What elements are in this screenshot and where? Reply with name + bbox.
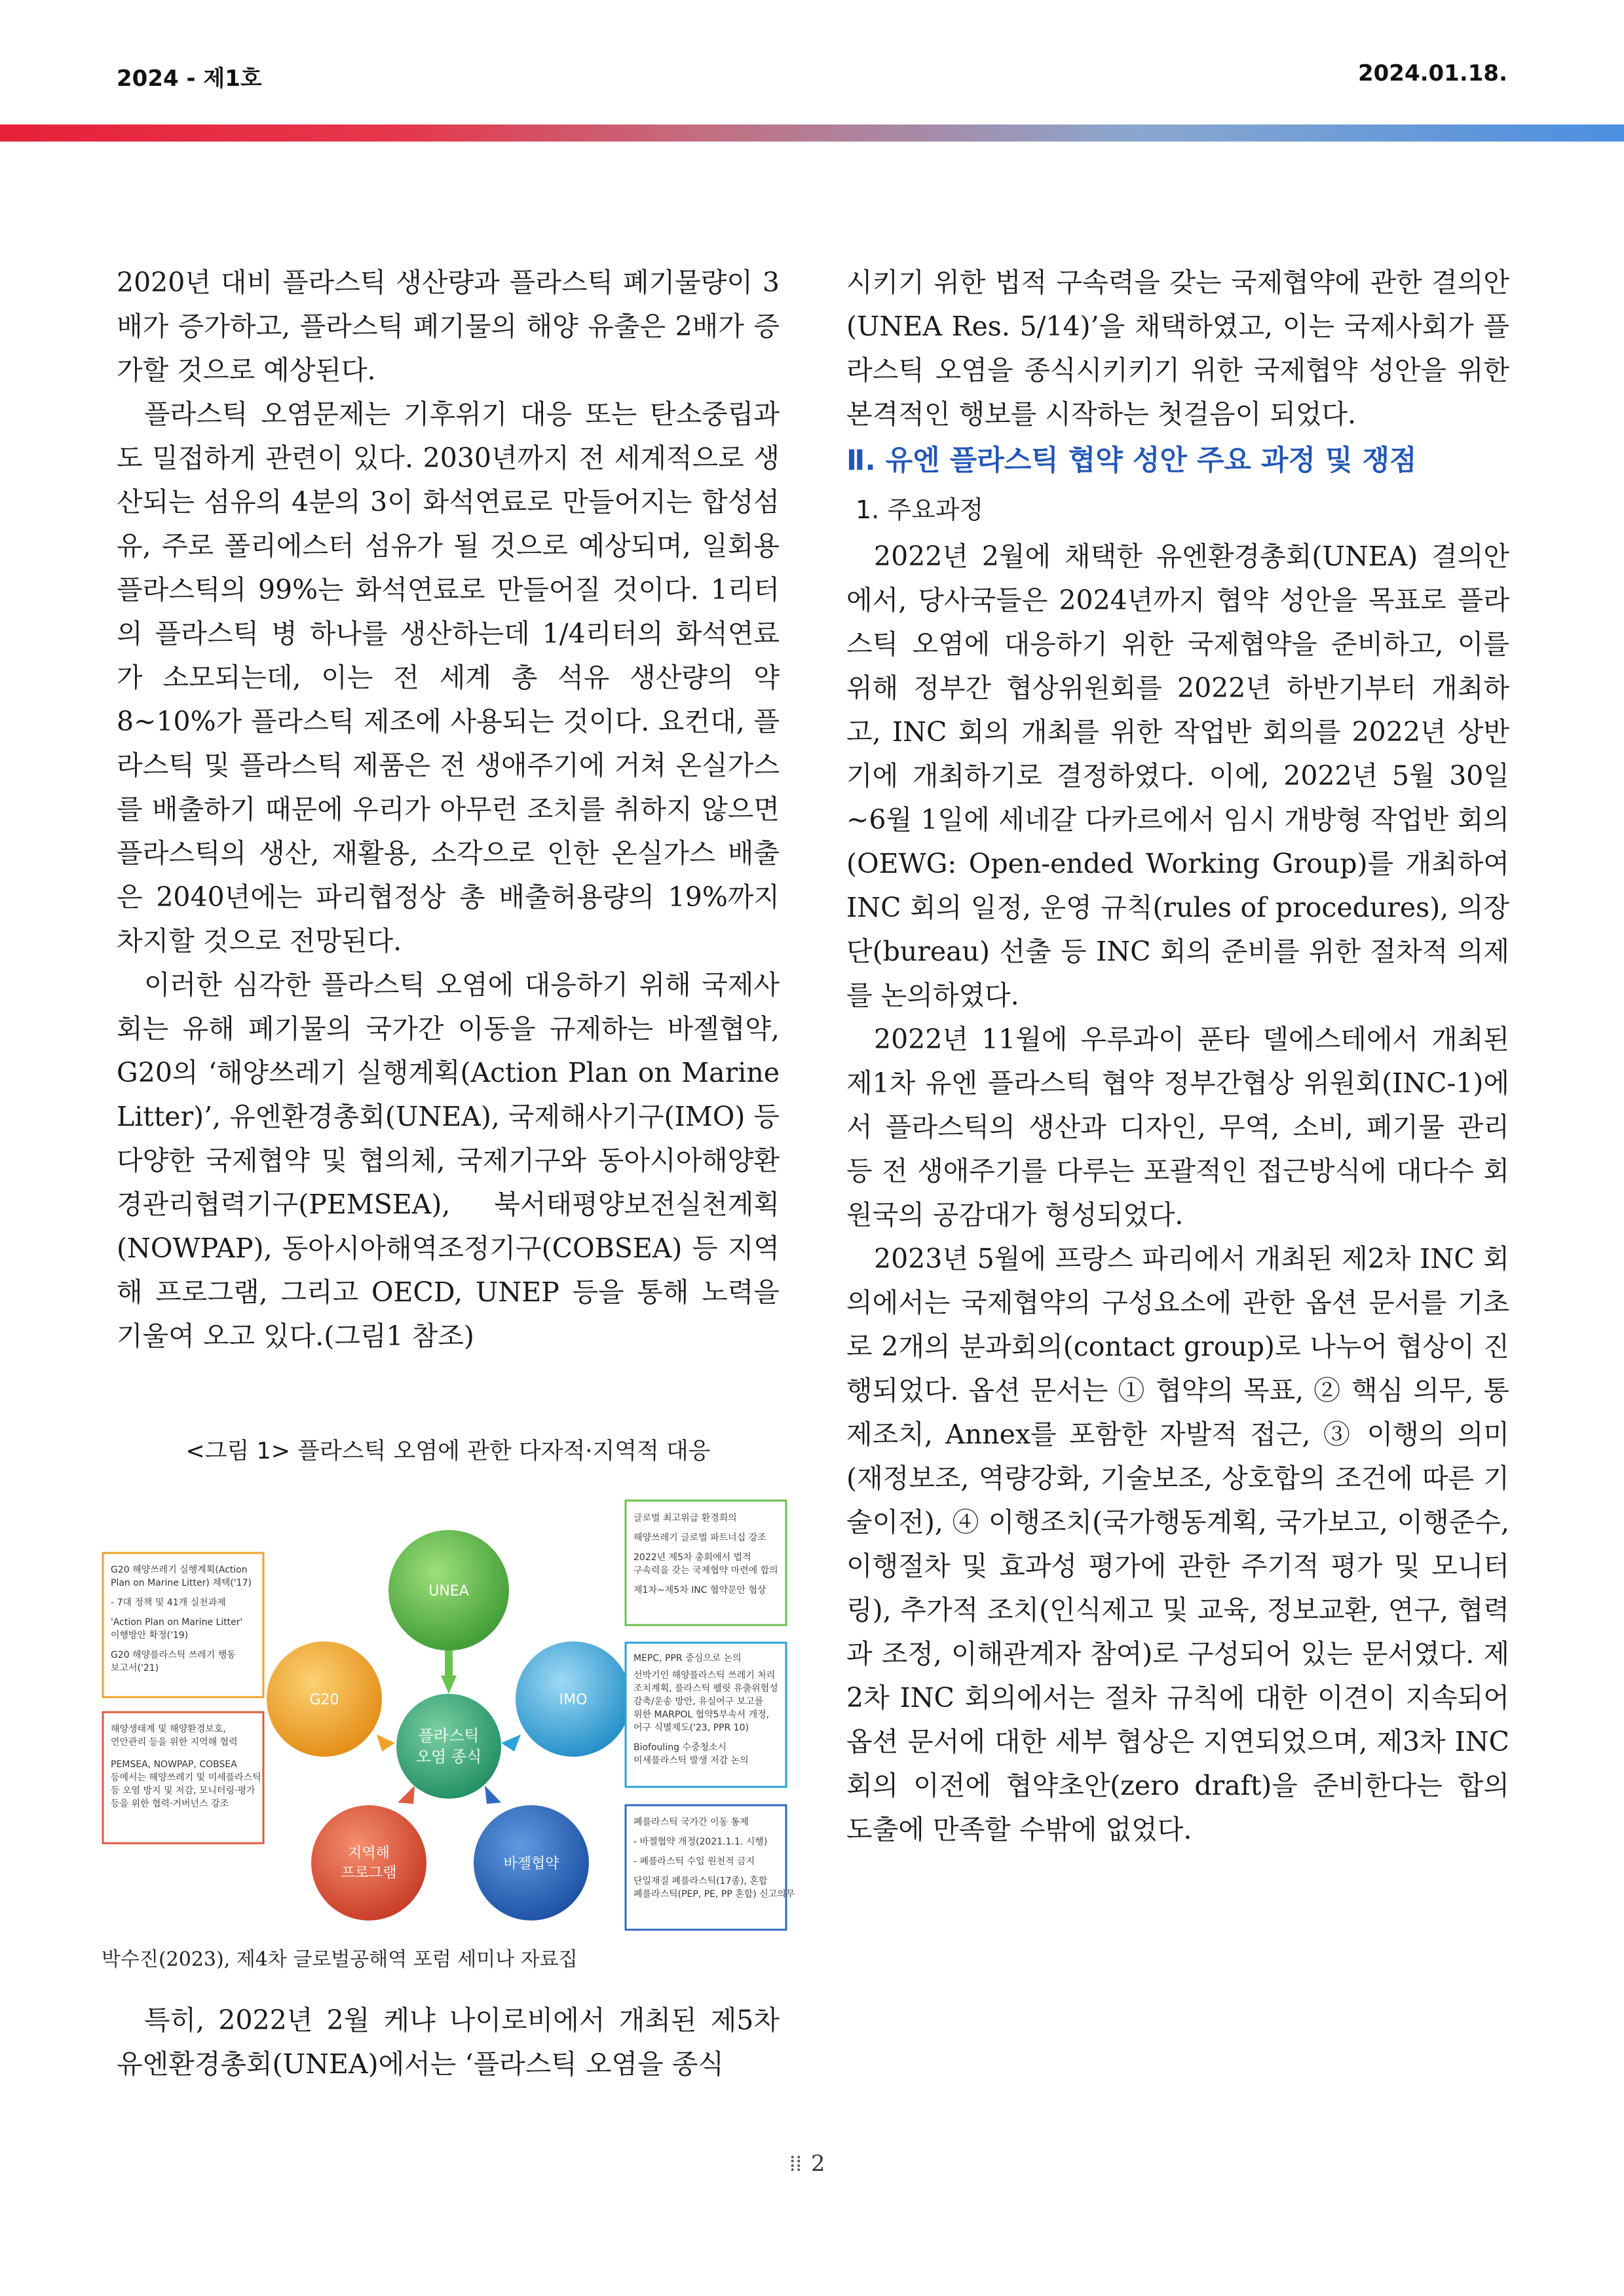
svg-text:등에서는 해양쓰레기 및 미세플라스틱: 등에서는 해양쓰레기 및 미세플라스틱 (111, 1772, 261, 1783)
box-regional (103, 1712, 263, 1843)
svg-text:글로벌 최고위급 환경회의: 글로벌 최고위급 환경회의 (633, 1513, 737, 1523)
left-column (117, 261, 780, 1358)
svg-text:- 7대 정책 및 41개 실천과제: - 7대 정책 및 41개 실천과제 (111, 1598, 226, 1608)
paragraph: 2022년 11월에 우루과이 푼타 델에스테에서 개최된 제1차 유엔 플라스틱 협약 정부간협상 위원회(INC-1)에서 플라스틱의 생산과 디자인, 무역, 소비, 폐기물 관리 등 전 생애주기를 다루는 포괄적인 접근방식에 대다수 회원국의 공감대가 형성되었다. (846, 1024, 1509, 1231)
page-number-value: 2 (810, 2151, 825, 2177)
issue-date: 2024.01.18. (1357, 60, 1507, 86)
paragraph: 플라스틱 오염문제는 기후위기 대응 또는 탄소중립과도 밀접하게 관련이 있다. 2030년까지 전 세계적으로 생산되는 섬유의 4분의 3이 화석연료로 만들어지는 합성섬유, 주로 폴리에스터 섬유가 될 것으로 예상되며, 일회용 플라스틱의 99%는 화석연료로 만들어질 것이다. 1리터의 플라스틱 병 하나를 생산하는데 1/4리터의 화석연료가 소모되는데, 이는 전 세계 총 석유 생산량의 약 8~10%가 플라스틱 제조에 사용되는 것이다. 요컨대, 플라스틱 및 플라스틱 제품은 전 생애주기에 거쳐 온실가스를 배출하기 때문에 우리가 아무런 조치를 취하지 않으면 플라스틱의 생산, 재활용, 소각으로 인한 온실가스 배출은 2040년에는 파리협정상 총 배출허용량의 19%까지 차지할 것으로 전망된다. (117, 398, 780, 957)
node-unea (388, 1530, 509, 1651)
svg-text:PEMSEA, NOWPAP, COBSEA: PEMSEA, NOWPAP, COBSEA (111, 1759, 237, 1770)
node-regional (311, 1805, 426, 1921)
svg-text:어구 식별제도('23, PPR 10): 어구 식별제도('23, PPR 10) (633, 1723, 749, 1733)
svg-text:단일재질 폐플라스틱(17종), 혼합: 단일재질 폐플라스틱(17종), 혼합 (633, 1876, 768, 1886)
svg-text:2022년 제5차 총회에서 법적: 2022년 제5차 총회에서 법적 (633, 1552, 751, 1563)
node-center (396, 1694, 501, 1799)
box-g20 (103, 1553, 263, 1697)
svg-text:미세플라스틱 발생 저감 논의: 미세플라스틱 발생 저감 논의 (633, 1755, 749, 1766)
svg-text:- 바젤협약 개정(2021.1.1. 시행): - 바젤협약 개정(2021.1.1. 시행) (633, 1837, 768, 1847)
node-label: IMO (559, 1692, 588, 1708)
svg-text:해양쓰레기 글로벌 파트너십 강조: 해양쓰레기 글로벌 파트너십 강조 (633, 1533, 766, 1543)
center-label: 플라스틱 (418, 1727, 480, 1745)
svg-text:구속력을 갖는 국제협약 마련에 합의: 구속력을 갖는 국제협약 마련에 합의 (633, 1565, 778, 1576)
node-basel (474, 1805, 589, 1921)
svg-text:해양생태계 및 해양환경보호,: 해양생태계 및 해양환경보호, (111, 1724, 226, 1734)
svg-text:Plan on Marine Litter) 채택('17): Plan on Marine Litter) 채택('17) (111, 1578, 252, 1588)
svg-text:제1차~제5차 INC 협약문안 협상: 제1차~제5차 INC 협약문안 협상 (633, 1585, 766, 1596)
svg-text:MEPC, PPR 중심으로 논의: MEPC, PPR 중심으로 논의 (633, 1653, 742, 1664)
svg-text:조치계획, 플라스틱 펠릿 유출위험성: 조치계획, 플라스틱 펠릿 유출위험성 (633, 1683, 778, 1694)
header-gradient-bar (0, 124, 1624, 142)
paragraph: 특히, 2022년 2월 케냐 나이로비에서 개최된 제5차 유엔환경총회(UNEA)에서는 ‘플라스틱 오염을 종식 (117, 2004, 780, 2080)
right-column (846, 261, 1509, 1852)
box-unea (626, 1501, 786, 1625)
issue-number: 2024 - 제1호 (117, 66, 262, 92)
svg-text:'Action Plan on Marine Litter': 'Action Plan on Marine Litter' (111, 1617, 243, 1628)
svg-text:- 폐플라스틱 수입 원천적 금지: - 폐플라스틱 수입 원천적 금지 (633, 1856, 755, 1867)
svg-text:선박기인 해양플라스틱 쓰레기 처리: 선박기인 해양플라스틱 쓰레기 처리 (633, 1670, 776, 1681)
node-label: 바젤협약 (503, 1856, 559, 1872)
paragraph: 2022년 2월에 채택한 유엔환경총회(UNEA) 결의안에서, 당사국들은 2024년까지 협약 성안을 목표로 플라스틱 오염에 대응하기 위한 국제협약을 준비하고, 이를 위해 정부간 협상위원회를 2022년 하반기부터 개최하고, INC 회의 개최를 위한 작업반 회의를 2022년 상반기에 개최하기로 결정하였다. 이에, 2022년 5월 30일~6월 1일에 세네갈 다카르에서 임시 개방형 작업반 회의(OEWG: Open-ended Working Group)를 개최하여 INC 회의 일정, 운영 규칙(rules of procedures), 의장단(bureau) 선출 등 INC 회의 준비를 위한 절차적 의제를 논의하였다. (846, 541, 1509, 1011)
node-g20 (267, 1641, 382, 1757)
svg-text:등을 위한 협력·거버넌스 강조: 등을 위한 협력·거버넌스 강조 (111, 1799, 229, 1809)
svg-text:G20 해양플라스틱 쓰레기 행동: G20 해양플라스틱 쓰레기 행동 (111, 1650, 236, 1660)
node-imo (516, 1641, 631, 1757)
svg-text:보고서('21): 보고서('21) (111, 1663, 159, 1674)
svg-text:Biofouling 수중청소시: Biofouling 수중청소시 (633, 1742, 727, 1753)
svg-text:감축/운송 방안, 유실어구 보고를: 감축/운송 방안, 유실어구 보고를 (633, 1696, 764, 1707)
page-dots-icon: ⁞⁞ (789, 2151, 802, 2177)
paragraph: 2023년 5월에 프랑스 파리에서 개최된 제2차 INC 회의에서는 국제협약의 구성요소에 관한 옵션 문서를 기초로 2개의 분과회의(contact group)로 나누어 협상이 진행되었다. 옵션 문서는 ① 협약의 목표, ② 핵심 의무, 통제조치, Annex를 포함한 자발적 접근, ③ 이행의 의미(재정보조, 역량강화, 기술보조, 상호합의 조건에 따른 기술이전), ④ 이행조치(국가행동계획, 국가보고, 이행준수, 이행절차 및 효과성 평가에 관한 주기적 평가 및 모니터링), 추가적 조치(인식제고 및 교육, 정보교환, 연구, 협력과 조정, 이해관계자 참여)로 구성되어 있는 문서였다. 제2차 INC 회의에서는 절차 규칙에 대한 이견이 지속되어 옵션 문서에 대한 세부 협상은 지연되었으며, 제3차 INC 회의 이전에 협약초안(zero draft)을 준비한다는 합의 도출에 만족할 수밖에 없었다. (846, 1243, 1509, 1845)
svg-text:이행방안 확정('19): 이행방안 확정('19) (111, 1630, 189, 1641)
figure-source: 박수진(2023), 제4차 글로벌공해역 포럼 세미나 자료집 (102, 1948, 578, 1971)
left-column-continued (117, 1999, 780, 2086)
node-label: 지역해 (348, 1845, 390, 1862)
section-title: Ⅱ. 유엔 플라스틱 협약 성안 주요 과정 및 쟁점 (846, 444, 1417, 477)
box-basel (626, 1805, 795, 1930)
figure-diagram (102, 1478, 796, 1936)
node-label: UNEA (428, 1583, 469, 1599)
node-label: G20 (309, 1692, 339, 1708)
center-label: 오염 종식 (415, 1748, 482, 1766)
svg-text:G20 해양쓰레기 실행계획(Action: G20 해양쓰레기 실행계획(Action (111, 1565, 248, 1575)
svg-text:폐플라스틱(PEP, PE, PP 혼합) 신고의무: 폐플라스틱(PEP, PE, PP 혼합) 신고의무 (633, 1889, 795, 1900)
svg-text:연안관리 등을 위한 지역해 협력: 연안관리 등을 위한 지역해 협력 (111, 1737, 238, 1748)
svg-text:폐플라스틱 국가간 이동 통제: 폐플라스틱 국가간 이동 통제 (633, 1817, 749, 1827)
paragraph: 이러한 심각한 플라스틱 오염에 대응하기 위해 국제사회는 유해 폐기물의 국가간 이동을 규제하는 바젤협약, G20의 ‘해양쓰레기 실행계획(Action Plan on Marine Litter)’, 유엔환경총회(UNEA), 국제해사기구(IMO) 등 다양한 국제협약 및 협의체, 국제기구와 동아시아해양환경관리협력기구(PEMSEA), 북서태평양보전실천계획(NOWPAP), 동아시아해역조정기구(COBSEA) 등 지역해 프로그램, 그리고 OECD, UNEP 등을 통해 노력을 기울여 오고 있다.(그림1 참조) (117, 969, 780, 1352)
box-imo (626, 1643, 786, 1787)
subsection-title: 1. 주요과정 (856, 495, 984, 524)
paragraph: 시키기 위한 법적 구속력을 갖는 국제협약에 관한 결의안(UNEA Res. 5/14)’을 채택하였고, 이는 국제사회가 플라스틱 오염을 종식시키키기 위한 국제협약 성안을 위한 본격적인 행보를 시작하는 첫걸음이 되었다. (846, 267, 1509, 430)
figure-caption: <그림 1> 플라스틱 오염에 관한 다자적·지역적 대응 (185, 1438, 711, 1464)
page-number (789, 2151, 825, 2177)
svg-text:위한 MARPOL 협약5부속서 개정,: 위한 MARPOL 협약5부속서 개정, (633, 1710, 770, 1720)
node-label: 프로그램 (341, 1865, 397, 1881)
paragraph: 2020년 대비 플라스틱 생산량과 플라스틱 폐기물량이 3배가 증가하고, 플라스틱 폐기물의 해양 유출은 2배가 증가할 것으로 예상된다. (117, 267, 780, 386)
svg-text:등 오염 방지 및 저감, 모니터링·평가: 등 오염 방지 및 저감, 모니터링·평가 (111, 1786, 255, 1796)
